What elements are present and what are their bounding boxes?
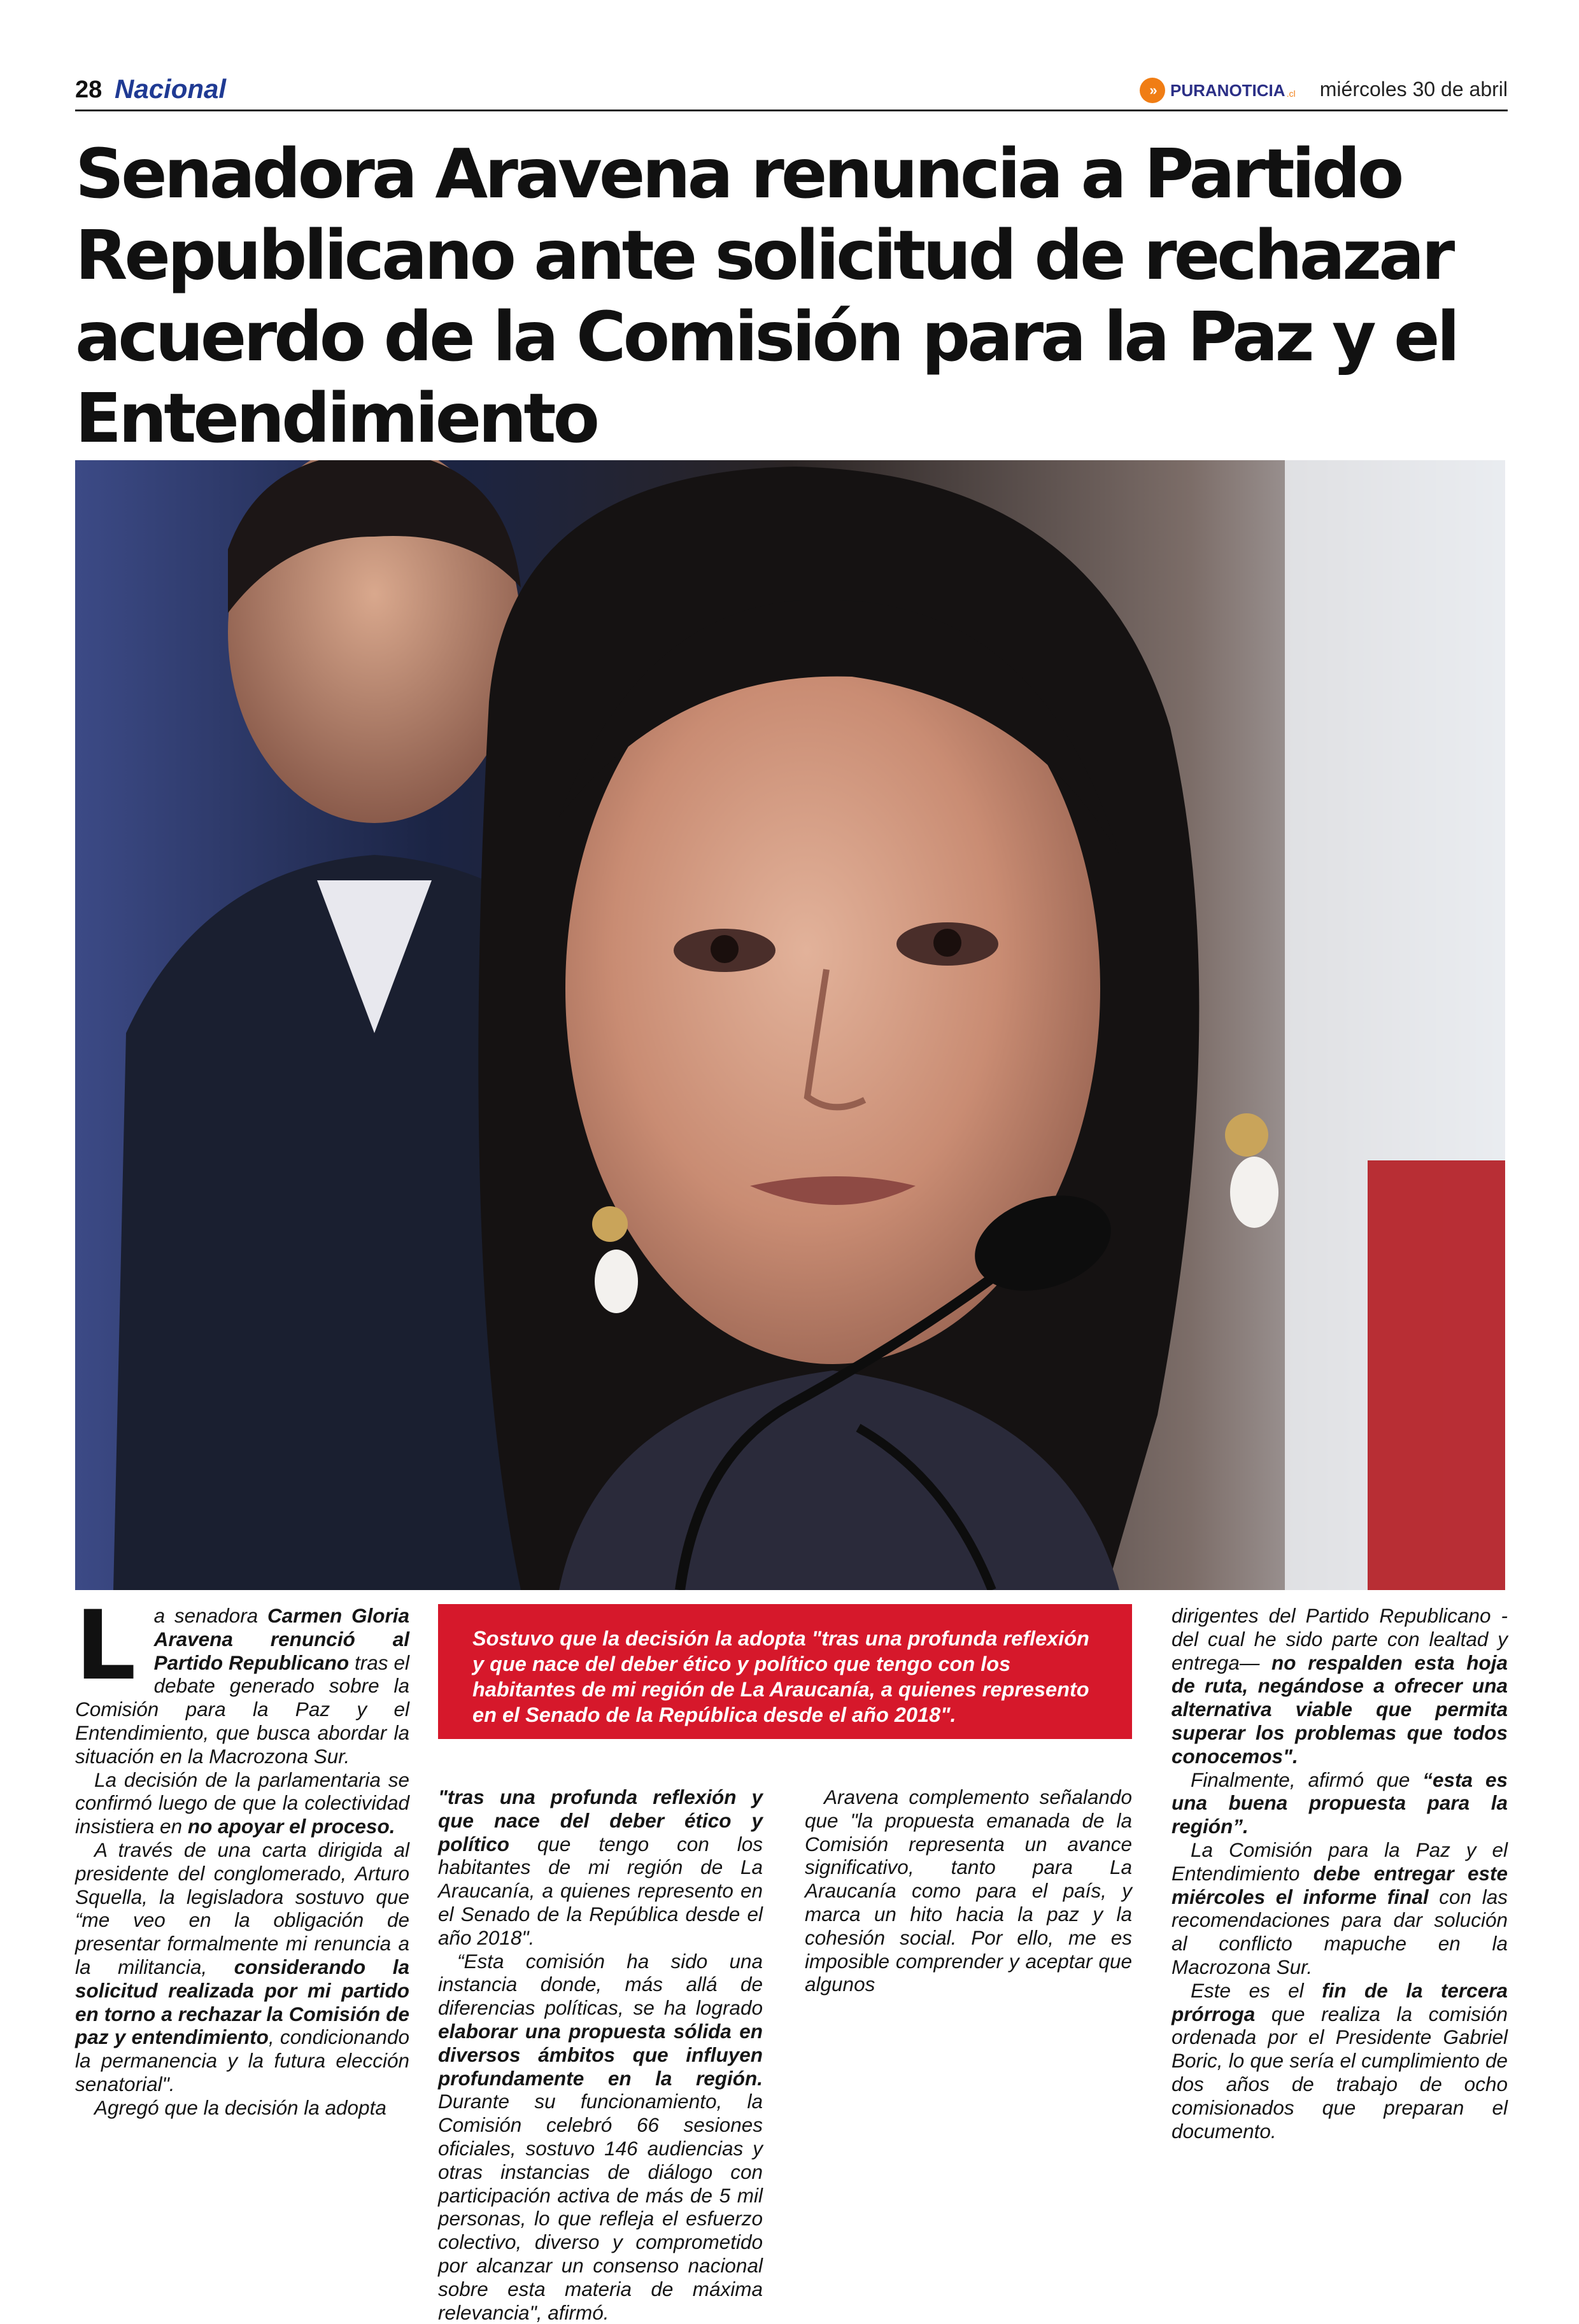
text-bold: no respalden esta hoja de ruta, negándose a ofrecer una alternativa viable que permita superar los problemas que todos conocemos". xyxy=(1172,1651,1508,1768)
article-body xyxy=(75,1591,1508,2324)
text-bold: elaborar una propuesta sólida en diversos ámbitos que influyen profundamente en la región. xyxy=(438,2019,763,2090)
text: La Comisión para la Paz y el Entendimiento xyxy=(1172,1838,1508,1885)
column-3 xyxy=(805,1785,1132,1996)
pull-quote-text: Sostuvo que la decisión la adopta "tras una profunda reflexión y que nace del deber ético y político que tengo con los habitantes de mi región de La Araucanía, a quienes represento en el Senado de la República desde el año 2018". xyxy=(472,1627,1089,1726)
text: La decisión de la parlamentaria se confirmó luego de que la colectividad insistiera en xyxy=(75,1768,409,1838)
paragraph: Aravena complemento señalando que "la propuesta emanada de la Comisión representa un avance significativo, tanto para La Araucanía como para el país, y marca un hito hacia la paz y la cohesión social. Por ello, me es imposible comprender y aceptar que algunos xyxy=(805,1785,1132,1996)
text: que tengo con los habitantes de mi región de La Araucanía, a quienes represento en el Senado de la República desde el año 2018". xyxy=(438,1832,763,1949)
text: Este es el xyxy=(1191,1978,1322,2002)
article-photo xyxy=(75,460,1505,1590)
paragraph xyxy=(1172,1979,1508,2143)
text-bold: considerando la solicitud realizada por mi partido en torno a rechazar la Comisión de paz y entendimiento xyxy=(75,1955,409,2049)
text-bold: “esta es una buena propuesta para la región”. xyxy=(1172,1768,1508,1838)
header-divider xyxy=(75,109,1508,111)
text: A través de una carta dirigida al presidente del conglomerado, Arturo Squella, la legisladora sostuvo que “me veo en la obligación de presentar formalmente mi renuncia a la militancia, xyxy=(75,1838,409,1978)
column-1 xyxy=(75,1591,410,2120)
text: tras el debate generado sobre la Comisión para la Paz y el Entendimiento, que busca abordar la situación en la Macrozona Sur. xyxy=(75,1651,410,1768)
paragraph xyxy=(438,1785,763,1950)
brand-logo xyxy=(1140,78,1296,103)
paragraph xyxy=(1172,1838,1508,1979)
text-bold: debe entregar este miércoles el informe final xyxy=(1172,1861,1508,1908)
text-bold: "tras una profunda reflexión y que nace del deber ético y político xyxy=(438,1785,763,1856)
page-header xyxy=(75,71,1508,109)
text: dirigentes del Partido Republicano -del cual he sido parte con lealtad y entrega— xyxy=(1172,1604,1508,1674)
drop-cap: L xyxy=(75,1591,136,1701)
text: Finalmente, afirmó que xyxy=(1191,1768,1423,1791)
paragraph xyxy=(438,1950,763,2324)
pull-quote-box xyxy=(438,1604,1132,1739)
paragraph xyxy=(1172,1604,1508,1768)
text-bold: no apoyar el proceso. xyxy=(187,1815,395,1838)
text: , condicionando la permanencia y la futura elección senatorial". xyxy=(75,2025,409,2095)
paragraph xyxy=(75,1768,409,1838)
paragraph xyxy=(75,1838,409,2096)
column-4 xyxy=(1172,1604,1508,2143)
brand-arrows-icon: » xyxy=(1140,78,1165,103)
section-label: Nacional xyxy=(115,74,227,104)
headline: Senadora Aravena renuncia a Partido Republicano ante solicitud de rechazar acuerdo de la Comisión para la Paz y el Entendimiento xyxy=(75,135,1457,458)
brand-name: PURANOTICIA xyxy=(1170,80,1285,100)
text-bold: fin de la tercera prórroga xyxy=(1172,1978,1508,2025)
column-2 xyxy=(438,1785,763,2324)
text: con las recomendaciones para dar solución al conflicto mapuche en la Macrozona Sur. xyxy=(1172,1885,1508,1978)
paragraph: Agregó que la decisión la adopta xyxy=(94,2095,386,2119)
brand-tld: .cl xyxy=(1286,88,1296,99)
paragraph xyxy=(1172,1768,1508,1838)
text: “Esta comisión ha sido una instancia donde, más allá de diferencias políticas, se ha logrado xyxy=(438,1949,763,2020)
text-bold: Carmen Gloria Aravena renunció al Partido Republicano xyxy=(153,1604,409,1674)
issue-date: miércoles 30 de abril xyxy=(1319,78,1508,101)
text: a senadora xyxy=(153,1604,267,1627)
photo-illustration xyxy=(75,460,1505,1590)
text: Durante su funcionamiento, la Comisión celebró 66 sesiones oficiales, sostuvo 146 audiencias y otras instancias de diálogo con participación activa de más de 5 mil personas, lo que refleja el esfuerzo colectivo, diverso y comprometido por alcanzar un consenso nacional sobre esta materia de máxima relevancia", afirmó. xyxy=(438,2090,763,2324)
page-number: 28 xyxy=(75,76,103,103)
text: que realiza la comisión ordenada por el Presidente Gabriel Boric, lo que sería el cumplimiento de dos años de trabajo de ocho comisionados que preparan el documento. xyxy=(1172,2002,1508,2143)
